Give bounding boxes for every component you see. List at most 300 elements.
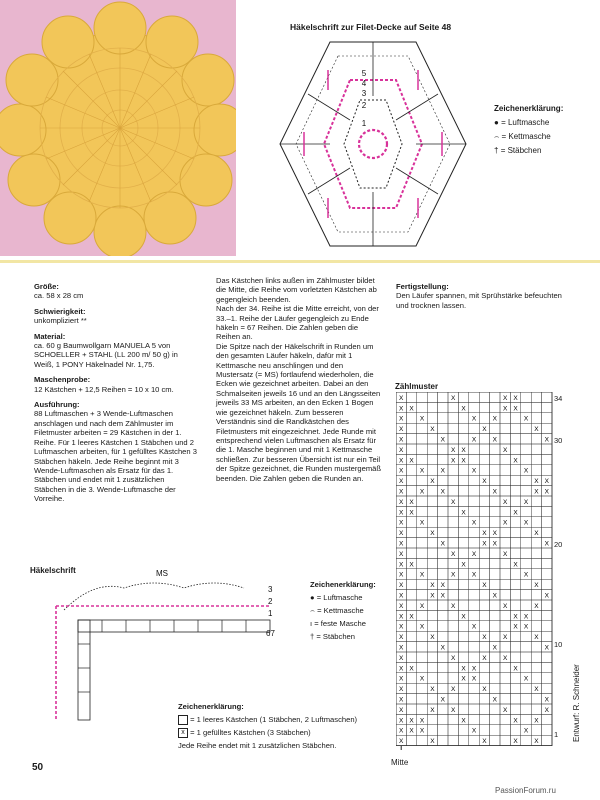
- grid-cell: [458, 496, 468, 506]
- grid-cell: [500, 558, 510, 568]
- grid-cell: [510, 673, 520, 683]
- grid-mark: X: [523, 727, 529, 735]
- grid-cell: [490, 600, 500, 610]
- grid-cell: [438, 496, 448, 506]
- grid-mark: X: [419, 727, 425, 735]
- grid-cell: [531, 465, 541, 475]
- grid-mark: X: [471, 415, 477, 423]
- grid-mark: X: [430, 634, 435, 642]
- grid-cell: [458, 725, 468, 735]
- grid-cell: [448, 538, 458, 548]
- grid-cell: [531, 517, 541, 527]
- grid-cell: [406, 735, 416, 745]
- grid-mark: X: [430, 706, 435, 714]
- grid-cell: [531, 621, 541, 631]
- grid-mark: X: [399, 509, 404, 517]
- grid-cell: [490, 475, 500, 485]
- grid-cell: [406, 465, 416, 475]
- grid-cell: [531, 434, 541, 444]
- counting-grid: [396, 392, 572, 750]
- grid-cell: [490, 517, 500, 527]
- grid-cell: [458, 527, 468, 537]
- grid-mark: X: [399, 613, 404, 621]
- grid-cell: [521, 423, 531, 433]
- grid-cell: [490, 714, 500, 724]
- legend-item: ı = feste Masche: [310, 619, 366, 628]
- grid-mark: X: [523, 498, 529, 506]
- grid-cell: [448, 673, 458, 683]
- grid-cell: [469, 683, 479, 693]
- finish-value: Den Läufer spannen, mit Sprühstärke befeuchten und trocknen lassen.: [396, 291, 562, 310]
- grid-mark: X: [399, 717, 404, 725]
- grid-cell: [490, 444, 500, 454]
- grid-cell: [542, 600, 552, 610]
- grid-cell: [510, 725, 520, 735]
- grid-cell: [542, 631, 552, 641]
- grid-cell: [417, 662, 427, 672]
- grid-mark: X: [440, 467, 445, 475]
- legend-item: ⌢ = Kettmasche: [494, 132, 551, 141]
- grid-mark: X: [419, 488, 425, 496]
- grid-mark: X: [440, 540, 445, 548]
- grid-cell: [479, 704, 489, 714]
- grid-mark: X: [503, 706, 508, 714]
- grid-cell: [438, 621, 448, 631]
- grid-cell: [531, 610, 541, 620]
- grid-mark: X: [503, 602, 508, 610]
- divider: [0, 260, 600, 263]
- grid-cell: [417, 631, 427, 641]
- grid-cell: [458, 735, 468, 745]
- grid-mark: X: [461, 665, 466, 673]
- grid-mark: X: [513, 738, 518, 746]
- grid-cell: [490, 579, 500, 589]
- grid-mark: X: [534, 426, 539, 434]
- grid-mark: X: [482, 654, 487, 662]
- grid-cell: [542, 610, 552, 620]
- grid-mark: X: [513, 623, 518, 631]
- grid-mark: X: [482, 634, 487, 642]
- grid-cell: [448, 590, 458, 600]
- grid-cell: [531, 402, 541, 412]
- grid-cell: [427, 610, 437, 620]
- grid-cell: [521, 538, 531, 548]
- grid-cell: [458, 642, 468, 652]
- grid-mark: X: [544, 706, 549, 714]
- grid-cell: [490, 392, 500, 402]
- grid-cell: [448, 402, 458, 412]
- grid-mark: X: [471, 519, 477, 527]
- grid-cell: [406, 444, 416, 454]
- grid-cell: [406, 642, 416, 652]
- legend-note: Jede Reihe endet mit 1 zusätzlichen Stäbchen.: [178, 741, 337, 750]
- grid-cell: [542, 735, 552, 745]
- grid-mark: X: [399, 467, 404, 475]
- grid-cell: [448, 465, 458, 475]
- grid-cell: [490, 506, 500, 516]
- size-value: ca. 58 x 28 cm: [34, 291, 84, 301]
- grid-mark: X: [451, 706, 456, 714]
- grid-cell: [500, 465, 510, 475]
- grid-mark: X: [534, 582, 539, 590]
- grid-mark: X: [513, 665, 518, 673]
- grid-cell: [521, 392, 531, 402]
- grid-cell: [500, 725, 510, 735]
- grid-cell: [469, 610, 479, 620]
- grid-mark: X: [523, 467, 529, 475]
- grid-cell: [406, 475, 416, 485]
- grid-cell: [406, 527, 416, 537]
- grid-cell: [479, 590, 489, 600]
- grid-cell: [469, 652, 479, 662]
- grid-cell: [521, 579, 531, 589]
- grid-mark: X: [440, 436, 445, 444]
- grid-cell: [406, 631, 416, 641]
- grid-title: Zählmuster: [395, 382, 439, 391]
- grid-cell: [531, 725, 541, 735]
- grid-mark: X: [409, 665, 414, 673]
- row-number: 67: [266, 629, 275, 638]
- grid-cell: [510, 444, 520, 454]
- grid-cell: [521, 694, 531, 704]
- grid-cell: [427, 569, 437, 579]
- grid-cell: [542, 673, 552, 683]
- grid-mark: X: [482, 530, 487, 538]
- round-number: 5: [361, 69, 367, 78]
- grid-mark: X: [419, 467, 425, 475]
- grid-cell: [417, 704, 427, 714]
- grid-cell: [438, 413, 448, 423]
- grid-cell: [458, 548, 468, 558]
- grid-cell: [406, 548, 416, 558]
- grid-cell: [521, 402, 531, 412]
- grid-cell: [510, 600, 520, 610]
- grid-cell: [448, 517, 458, 527]
- grid-cell: [438, 402, 448, 412]
- grid-cell: [438, 548, 448, 558]
- grid-cell: [427, 673, 437, 683]
- grid-cell: [542, 714, 552, 724]
- grid-cell: [438, 527, 448, 537]
- grid-mark: X: [492, 644, 497, 652]
- grid-cell: [448, 610, 458, 620]
- grid-cell: [490, 652, 500, 662]
- grid-cell: [531, 694, 541, 704]
- grid-mark: X: [399, 654, 404, 662]
- grid-mark: X: [482, 686, 487, 694]
- grid-mark: X: [461, 509, 466, 517]
- grid-cell: [500, 621, 510, 631]
- grid-cell: [542, 444, 552, 454]
- grid-mark: X: [440, 696, 445, 704]
- grid-cell: [427, 642, 437, 652]
- grid-cell: [417, 454, 427, 464]
- grid-cell: [427, 465, 437, 475]
- grid-cell: [490, 548, 500, 558]
- grid-cell: [500, 538, 510, 548]
- grid-cell: [479, 558, 489, 568]
- grid-cell: [531, 454, 541, 464]
- grid-cell: [448, 631, 458, 641]
- grid-cell: [510, 694, 520, 704]
- grid-mark: X: [523, 613, 529, 621]
- grid-cell: [521, 548, 531, 558]
- grid-mark: X: [544, 696, 549, 704]
- grid-mark: X: [451, 571, 456, 579]
- grid-mark: X: [399, 727, 404, 735]
- grid-mark: X: [523, 675, 529, 683]
- grid-cell: [417, 590, 427, 600]
- legend-item: ● = Luftmasche: [494, 118, 550, 127]
- grid-cell: [469, 402, 479, 412]
- grid-cell: [542, 392, 552, 402]
- grid-cell: [531, 444, 541, 454]
- grid-cell: [469, 392, 479, 402]
- grid-mark: X: [399, 738, 404, 746]
- grid-cell: [479, 506, 489, 516]
- grid-cell: [542, 454, 552, 464]
- grid-cell: [458, 475, 468, 485]
- ms-label: MS: [156, 570, 168, 578]
- grid-cell: [479, 673, 489, 683]
- grid-cell: [427, 434, 437, 444]
- grid-cell: [500, 475, 510, 485]
- grid-cell: [458, 434, 468, 444]
- grid-cell: [510, 683, 520, 693]
- grid-cell: [438, 569, 448, 579]
- grid-mark: X: [513, 394, 518, 402]
- grid-mark: X: [399, 665, 404, 673]
- grid-mark: X: [534, 530, 539, 538]
- row-label: 10: [554, 640, 563, 649]
- grid-cell: [479, 548, 489, 558]
- grid-mark: X: [399, 519, 404, 527]
- grid-mark: X: [399, 478, 404, 486]
- grid-cell: [427, 538, 437, 548]
- grid-mark: X: [409, 405, 414, 413]
- grid-mark: X: [471, 467, 477, 475]
- grid-cell: [500, 486, 510, 496]
- grid-cell: [479, 444, 489, 454]
- grid-cell: [542, 621, 552, 631]
- size-label: Größe:: [34, 282, 59, 291]
- grid-cell: [417, 683, 427, 693]
- grid-cell: [458, 465, 468, 475]
- footer-watermark: PassionForum.ru: [495, 786, 556, 795]
- grid-cell: [479, 434, 489, 444]
- grid-cell: [438, 652, 448, 662]
- grid-cell: [427, 392, 437, 402]
- grid-cell: [531, 538, 541, 548]
- grid-cell: [469, 444, 479, 454]
- grid-cell: [479, 600, 489, 610]
- grid-cell: [438, 475, 448, 485]
- grid-cell: [406, 569, 416, 579]
- grid-cell: [427, 517, 437, 527]
- grid-cell: [542, 579, 552, 589]
- round-number: 1: [361, 119, 367, 128]
- grid-mark: X: [409, 498, 414, 506]
- execution-value: 88 Luftmaschen + 3 Wende-Luftmaschen anschlagen und nach dem Zählmuster im Filetmuster arbeiten = 29 Kästchen in der 1. Reihe. Für 1 leeres Kästchen 1 Stäbchen und 2 Luftmaschen arbeiten, für 1 gefülltes Kästchen 3 Stäbchen häkeln. Jede Reihe beginnt mit 3 Wende-Luftmaschen als Ersatz für das 1. Stäbchen und endet mit 1 zusätzlichen Stäbchen in die 3. Wende-Luftmasche der Vorreihe.: [34, 409, 197, 504]
- grid-mark: X: [461, 717, 466, 725]
- grid-cell: [417, 444, 427, 454]
- instructions-column-1: [34, 276, 198, 504]
- grid-cell: [500, 423, 510, 433]
- grid-mark: X: [399, 498, 404, 506]
- grid-cell: [448, 423, 458, 433]
- grid-mark: X: [430, 530, 435, 538]
- grid-cell: [479, 454, 489, 464]
- grid-mark: X: [534, 686, 539, 694]
- grid-cell: [521, 558, 531, 568]
- grid-mark: X: [399, 488, 404, 496]
- grid-cell: [510, 496, 520, 506]
- grid-cell: [479, 662, 489, 672]
- grid-cell: [490, 631, 500, 641]
- grid-mark: X: [440, 644, 445, 652]
- grid-cell: [479, 496, 489, 506]
- grid-cell: [510, 475, 520, 485]
- grid-cell: [521, 600, 531, 610]
- grid-mark: X: [399, 592, 404, 600]
- grid-cell: [531, 558, 541, 568]
- grid-cell: [510, 579, 520, 589]
- grid-mark: X: [399, 696, 404, 704]
- spitze-paragraph: Die Spitze nach der Häkelschrift in Runden um den gesamten Läufer häkeln, dafür mit 1 Kettmasche neu anschlingen und den Mustersatz (= MS) fortlaufend wiederholen, die Ecken wie gezeichnet arbeiten. Dabei an den Schmalseiten jeweils 16 und an den Längsseiten jeweils 33 MS arbeiten, an den Ecken 1 Bogen wie gezeichnet häkeln. Zum besseren Verständnis sind die Randkästchen des Filetmusters mit eingezeichnet. Jede Runde mit entsprechend vielen Luftmaschen als Ersatz für die 1. Masche beginnen und mit 1 Kettmasche schließen. Zur besseren Übersicht ist nur ein Teil der Spitze gezeichnet, die Runden mustergemäß beenden. Die Zahlen geben die Runden an.: [216, 341, 382, 483]
- grid-mark: X: [399, 394, 404, 402]
- grid-mark: X: [451, 457, 456, 465]
- grid-cell: [406, 413, 416, 423]
- grid-cell: [500, 683, 510, 693]
- grid-cell: [438, 704, 448, 714]
- legend-empty: = 1 leeres Kästchen (1 Stäbchen, 2 Luftmaschen): [178, 713, 388, 726]
- grid-cell: [531, 642, 541, 652]
- grid-mark: X: [461, 457, 466, 465]
- byline: Entwurf: R. Schneider: [572, 664, 581, 742]
- grid-cell: [458, 579, 468, 589]
- grid-cell: [417, 652, 427, 662]
- legend-mid: [310, 578, 376, 643]
- grid-cell: [417, 694, 427, 704]
- grid-cell: [438, 444, 448, 454]
- grid-mark: X: [471, 675, 477, 683]
- grid-cell: [510, 652, 520, 662]
- grid-cell: [490, 558, 500, 568]
- grid-cell: [479, 402, 489, 412]
- grid-cell: [406, 517, 416, 527]
- grid-cell: [521, 683, 531, 693]
- grid-cell: [448, 694, 458, 704]
- grid-mark: X: [399, 405, 404, 413]
- grid-cell: [510, 590, 520, 600]
- gauge-label: Maschenprobe:: [34, 375, 91, 385]
- grid-cell: [531, 548, 541, 558]
- grid-mark: X: [534, 717, 539, 725]
- grid-cell: [406, 590, 416, 600]
- paragraph: Das Kästchen links außen im Zählmuster bildet die Mitte, die Reihe vom vorletzten Kästchen ab gegengleich beenden.: [216, 276, 377, 304]
- grid-cell: [406, 673, 416, 683]
- grid-mark: X: [399, 550, 404, 558]
- grid-mark: X: [409, 457, 414, 465]
- grid-mark: X: [399, 706, 404, 714]
- gauge-value: 12 Kästchen + 12,5 Reihen = 10 x 10 cm.: [34, 384, 174, 394]
- grid-cell: [500, 527, 510, 537]
- grid-cell: [531, 506, 541, 516]
- grid-mark: X: [430, 738, 435, 746]
- grid-cell: [510, 631, 520, 641]
- grid-cell: [479, 517, 489, 527]
- grid-mark: X: [482, 426, 487, 434]
- grid-cell: [521, 662, 531, 672]
- grid-cell: [469, 496, 479, 506]
- grid-cell: [469, 454, 479, 464]
- grid-mark: X: [513, 509, 518, 517]
- grid-mark: X: [503, 498, 508, 506]
- grid-cell: [427, 725, 437, 735]
- grid-mark: X: [492, 592, 497, 600]
- grid-cell: [469, 642, 479, 652]
- grid-cell: [458, 569, 468, 579]
- row-label: 20: [554, 540, 563, 549]
- grid-mark: X: [492, 696, 497, 704]
- grid-cell: [521, 642, 531, 652]
- material-value: ca. 60 g Baumwollgarn MANUELA 5 von SCHOELLER + STAHL (LL 200 m/ 50 g) in Weiß, 1 PONY Häkelnadel Nr. 1,75.: [34, 341, 178, 369]
- grid-cell: [469, 527, 479, 537]
- grid-cell: [479, 465, 489, 475]
- grid-mark: X: [492, 415, 497, 423]
- grid-cell: [406, 652, 416, 662]
- grid-cell: [406, 621, 416, 631]
- grid-mark: X: [451, 686, 456, 694]
- grid-cell: [417, 434, 427, 444]
- grid-cell: [510, 704, 520, 714]
- grid-mark: X: [409, 727, 414, 735]
- grid-cell: [427, 506, 437, 516]
- grid-cell: [458, 704, 468, 714]
- grid-cell: [500, 569, 510, 579]
- grid-cell: [490, 454, 500, 464]
- grid-cell: [490, 704, 500, 714]
- round-number: 2: [361, 101, 367, 110]
- grid-cell: [427, 496, 437, 506]
- grid-cell: [500, 662, 510, 672]
- doily-photo: [0, 0, 236, 256]
- grid-cell: [458, 590, 468, 600]
- grid-mark: X: [399, 571, 404, 579]
- grid-cell: [417, 475, 427, 485]
- hexagon-diagram: [268, 36, 478, 252]
- doily-illustration: [0, 0, 236, 256]
- grid-mark: X: [399, 436, 404, 444]
- grid-mark: X: [430, 582, 435, 590]
- grid-cell: [490, 610, 500, 620]
- grid-mark: X: [534, 478, 539, 486]
- grid-cell: [406, 704, 416, 714]
- grid-cell: [438, 558, 448, 568]
- grid-cell: [458, 392, 468, 402]
- grid-cell: [510, 538, 520, 548]
- grid-cell: [438, 610, 448, 620]
- grid-cell: [469, 486, 479, 496]
- grid-cell: [490, 662, 500, 672]
- legend-top: [494, 102, 563, 158]
- grid-cell: [500, 714, 510, 724]
- grid-cell: [427, 662, 437, 672]
- grid-cell: [521, 704, 531, 714]
- grid-cell: [542, 683, 552, 693]
- grid-mark: X: [544, 436, 549, 444]
- grid-mark: X: [534, 634, 539, 642]
